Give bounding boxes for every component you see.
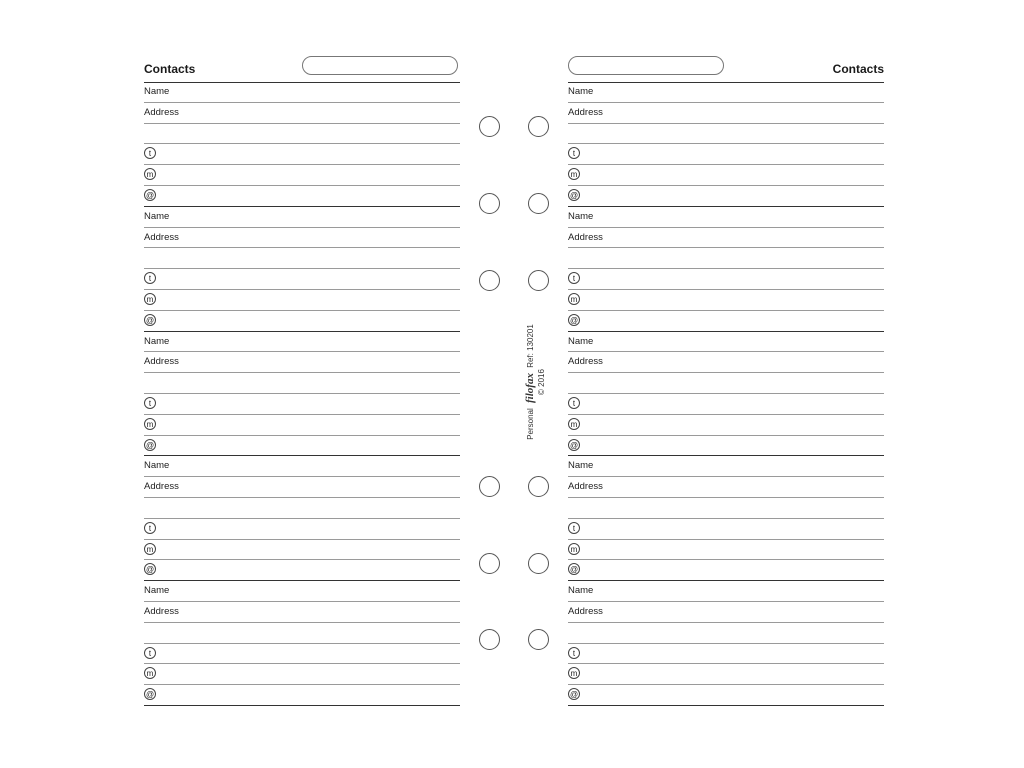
name-field[interactable] — [144, 207, 460, 228]
email-field[interactable] — [144, 560, 460, 581]
email-field[interactable] — [144, 436, 460, 457]
phone-icon: t — [568, 397, 580, 409]
name-label: Name — [568, 210, 594, 222]
phone-field[interactable] — [568, 519, 884, 540]
binder-hole-icon — [479, 116, 500, 137]
binder-hole-icon — [479, 193, 500, 214]
name-field[interactable] — [144, 581, 460, 602]
binder-hole-icon — [528, 270, 549, 291]
email-icon: @ — [145, 190, 155, 200]
mobile-icon: m — [144, 418, 156, 430]
contact-entry — [568, 581, 884, 706]
page-title: Contacts — [144, 62, 196, 76]
email-field[interactable] — [568, 560, 884, 581]
address-label: Address — [568, 481, 603, 493]
email-field[interactable] — [568, 186, 884, 207]
address-label: Address — [144, 106, 179, 118]
name-field[interactable] — [568, 581, 884, 602]
address-field[interactable] — [568, 477, 884, 498]
address-label: Address — [568, 356, 603, 368]
address-field-continued[interactable] — [568, 623, 884, 644]
contact-entry — [144, 581, 460, 706]
contact-entry — [144, 332, 460, 457]
mobile-icon: m — [144, 667, 156, 679]
contact-entry — [144, 456, 460, 581]
mobile-field[interactable] — [144, 664, 460, 685]
binder-hole-icon — [479, 553, 500, 574]
address-field-continued[interactable] — [568, 373, 884, 394]
phone-field[interactable] — [144, 644, 460, 665]
address-label: Address — [144, 356, 179, 368]
contact-entry — [568, 456, 884, 581]
mobile-icon: m — [568, 543, 580, 555]
email-field[interactable] — [144, 186, 460, 207]
phone-field[interactable] — [568, 269, 884, 290]
mobile-icon: m — [144, 168, 156, 180]
mobile-field[interactable] — [568, 165, 884, 186]
binder-hole-icon — [479, 476, 500, 497]
address-field[interactable] — [568, 352, 884, 373]
tab-label-field[interactable] — [302, 56, 458, 75]
contact-entry — [568, 82, 884, 207]
binder-hole-icon — [528, 116, 549, 137]
address-field[interactable] — [568, 103, 884, 124]
phone-icon: t — [144, 647, 156, 659]
address-label: Address — [144, 481, 179, 493]
address-field-continued[interactable] — [144, 373, 460, 394]
email-field[interactable] — [568, 685, 884, 706]
right-page-header — [568, 55, 884, 83]
mobile-field[interactable] — [568, 415, 884, 436]
imprint-line-1 — [525, 312, 536, 452]
binder-hole-icon — [528, 476, 549, 497]
address-field-continued[interactable] — [144, 124, 460, 145]
contact-entry — [144, 82, 460, 207]
name-field[interactable] — [568, 207, 884, 228]
mobile-icon: m — [144, 543, 156, 555]
size-label: Personal — [526, 408, 535, 440]
address-field-continued[interactable] — [144, 623, 460, 644]
name-field[interactable] — [568, 332, 884, 353]
email-icon: @ — [145, 690, 155, 700]
product-imprint — [525, 312, 555, 452]
address-field[interactable] — [144, 228, 460, 249]
phone-icon: t — [144, 272, 156, 284]
name-label: Name — [568, 86, 594, 97]
phone-icon: t — [144, 522, 156, 534]
email-field[interactable] — [144, 311, 460, 332]
email-field[interactable] — [568, 436, 884, 457]
name-label: Name — [568, 585, 594, 597]
binder-hole-icon — [479, 270, 500, 291]
email-icon: @ — [569, 440, 579, 450]
mobile-icon: m — [144, 293, 156, 305]
name-field[interactable] — [144, 82, 460, 103]
address-label: Address — [568, 106, 603, 118]
email-field[interactable] — [144, 685, 460, 706]
address-label: Address — [568, 605, 603, 617]
name-label: Name — [144, 86, 170, 97]
address-label: Address — [144, 231, 179, 243]
mobile-icon: m — [568, 168, 580, 180]
copyright-label: © 2016 — [537, 369, 546, 395]
address-field-continued[interactable] — [568, 124, 884, 145]
phone-field[interactable] — [144, 269, 460, 290]
mobile-field[interactable] — [144, 540, 460, 561]
brand-logo: filofax — [524, 373, 536, 403]
email-icon: @ — [569, 190, 579, 200]
mobile-field[interactable] — [568, 664, 884, 685]
contact-list — [568, 82, 884, 706]
page-title: Contacts — [832, 62, 884, 76]
contact-entry — [144, 207, 460, 332]
phone-icon: t — [568, 647, 580, 659]
name-label: Name — [568, 460, 594, 472]
binder-hole-icon — [528, 553, 549, 574]
address-label: Address — [568, 231, 603, 243]
phone-icon: t — [144, 397, 156, 409]
contact-list — [144, 82, 460, 706]
mobile-field[interactable] — [568, 290, 884, 311]
phone-field[interactable] — [144, 144, 460, 165]
phone-field[interactable] — [568, 394, 884, 415]
phone-field[interactable] — [568, 144, 884, 165]
address-field[interactable] — [144, 477, 460, 498]
address-field[interactable] — [144, 602, 460, 623]
tab-label-field[interactable] — [568, 56, 724, 75]
name-field[interactable] — [568, 456, 884, 477]
name-field[interactable] — [144, 332, 460, 353]
name-label: Name — [144, 210, 170, 222]
email-field[interactable] — [568, 311, 884, 332]
address-field-continued[interactable] — [144, 248, 460, 269]
email-icon: @ — [145, 565, 155, 575]
email-icon: @ — [145, 440, 155, 450]
name-label: Name — [144, 585, 170, 597]
name-label: Name — [144, 335, 170, 347]
email-icon: @ — [569, 565, 579, 575]
binder-hole-icon — [528, 193, 549, 214]
left-page-header — [144, 55, 460, 83]
address-field[interactable] — [568, 228, 884, 249]
name-label: Name — [144, 460, 170, 472]
phone-icon: t — [568, 147, 580, 159]
address-field[interactable] — [568, 602, 884, 623]
address-field-continued[interactable] — [568, 248, 884, 269]
binder-hole-icon — [479, 629, 500, 650]
phone-icon: t — [568, 272, 580, 284]
email-icon: @ — [145, 315, 155, 325]
name-label: Name — [568, 335, 594, 347]
email-icon: @ — [569, 315, 579, 325]
phone-icon: t — [144, 147, 156, 159]
name-field[interactable] — [144, 456, 460, 477]
mobile-icon: m — [568, 667, 580, 679]
address-field[interactable] — [144, 103, 460, 124]
mobile-field[interactable] — [144, 290, 460, 311]
address-field-continued[interactable] — [568, 498, 884, 519]
mobile-icon: m — [568, 418, 580, 430]
address-label: Address — [144, 605, 179, 617]
phone-field[interactable] — [568, 644, 884, 665]
mobile-field[interactable] — [144, 415, 460, 436]
email-icon: @ — [569, 690, 579, 700]
binder-hole-icon — [528, 629, 549, 650]
mobile-field[interactable] — [144, 165, 460, 186]
contact-entry — [568, 207, 884, 332]
contact-entry — [568, 332, 884, 457]
ref-label: Ref: 130201 — [526, 324, 535, 368]
phone-icon: t — [568, 522, 580, 534]
phone-field[interactable] — [144, 519, 460, 540]
mobile-field[interactable] — [568, 540, 884, 561]
address-field[interactable] — [144, 352, 460, 373]
address-field-continued[interactable] — [144, 498, 460, 519]
mobile-icon: m — [568, 293, 580, 305]
phone-field[interactable] — [144, 394, 460, 415]
name-field[interactable] — [568, 82, 884, 103]
